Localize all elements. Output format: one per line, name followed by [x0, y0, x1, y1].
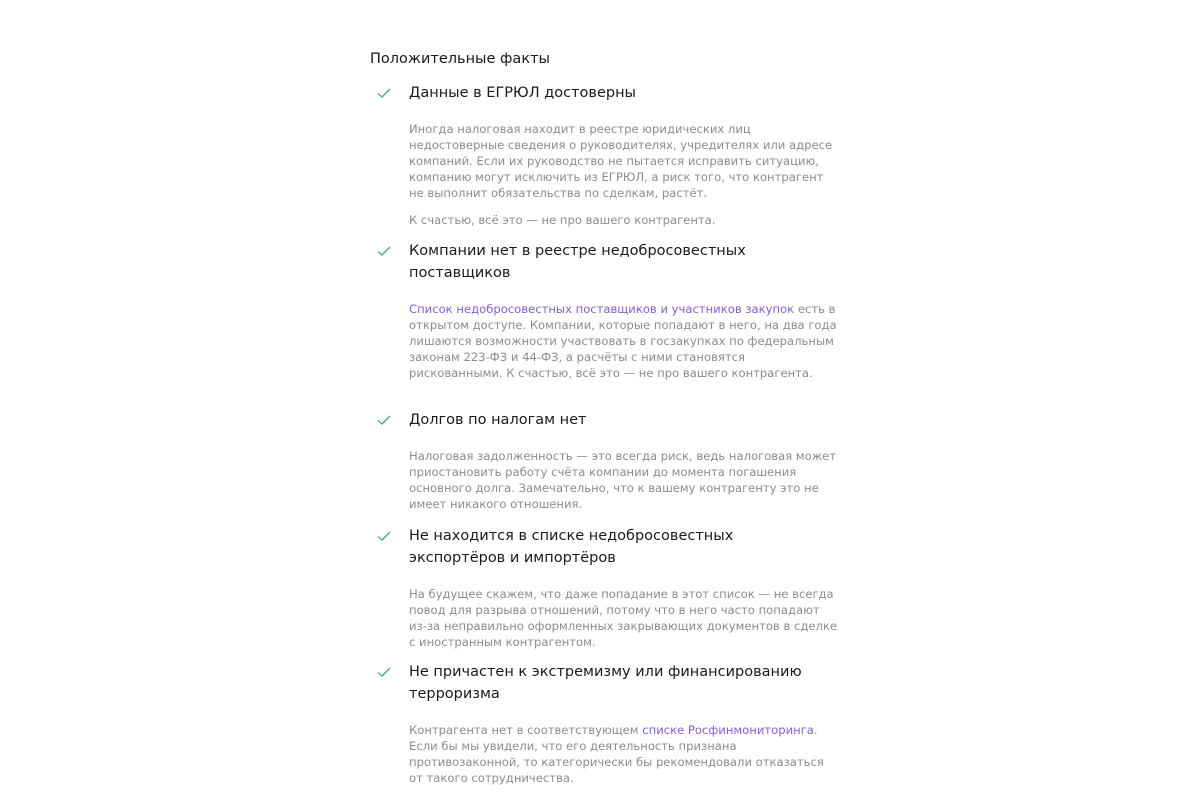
fact-item	[370, 525, 840, 650]
fact-title: Долгов по налогам нет	[409, 412, 587, 428]
check-icon	[376, 664, 392, 680]
fact-paragraph: На будущее скажем, что даже попадание в этот список — не всегда повод для разрыва отношений, потому что в него часто попадают из-за неправильно оформленных закрывающих документов в сделке с иностранным контрагентом.	[409, 587, 838, 649]
fact-description	[409, 722, 839, 786]
fact-item	[370, 82, 840, 228]
check-icon	[376, 528, 392, 544]
fact-description	[409, 121, 839, 228]
fact-paragraph: Иногда налоговая находит в реестре юридических лиц недостоверные сведения о руководителях, учредителях или адресе компаний. Если их руководство не пытается исправить ситуацию, компанию могут исключить из ЕГРЮЛ, а риск того, что контрагент не выполнит обязательства по сделкам, растёт.	[409, 122, 833, 200]
fact-text: Контрагента нет в соответствующем	[409, 723, 643, 737]
unfair-suppliers-link[interactable]: Список недобросовестных поставщиков и участников закупок	[409, 302, 795, 316]
fact-item	[370, 661, 840, 786]
fact-title: Не находится в списке недобросовестных экспортёров и импортёров	[409, 528, 734, 566]
check-icon	[376, 412, 392, 428]
fact-paragraph: Налоговая задолженность — это всегда риск, ведь налоговая может приостановить работу счёта компании до момента погашения основного долга. Замечательно, что к вашему контрагенту это не имеет никакого отношения.	[409, 449, 837, 511]
fact-title: Не причастен к экстремизму или финансированию терроризма	[409, 664, 802, 702]
fact-item	[370, 409, 840, 512]
fact-item	[370, 240, 840, 381]
fact-paragraph: К счастью, всё это — не про вашего контрагента.	[409, 213, 716, 227]
section-title: Положительные факты	[370, 51, 550, 67]
fact-text: есть в открытом доступе. Компании, которые попадают в него, на два года лишаются возможности участвовать в госзакупках по федеральным законам 223-ФЗ и 44-ФЗ, а расчёты с ними становятся рискованными. К счастью, всё это — не про вашего контрагента.	[409, 302, 837, 380]
fact-text: . Если бы мы увидели, что его деятельность признана противозаконной, то категорически бы рекомендовали отказаться от такого сотрудничества.	[409, 723, 824, 785]
check-icon	[376, 243, 392, 259]
fact-description	[409, 586, 839, 650]
fact-description	[409, 448, 839, 512]
rosfinmonitoring-link[interactable]: списке Росфинмониторинга	[642, 723, 814, 737]
fact-title: Компании нет в реестре недобросовестных поставщиков	[409, 243, 746, 281]
fact-description	[409, 301, 839, 381]
fact-title: Данные в ЕГРЮЛ достоверны	[409, 85, 637, 101]
check-icon	[376, 85, 392, 101]
